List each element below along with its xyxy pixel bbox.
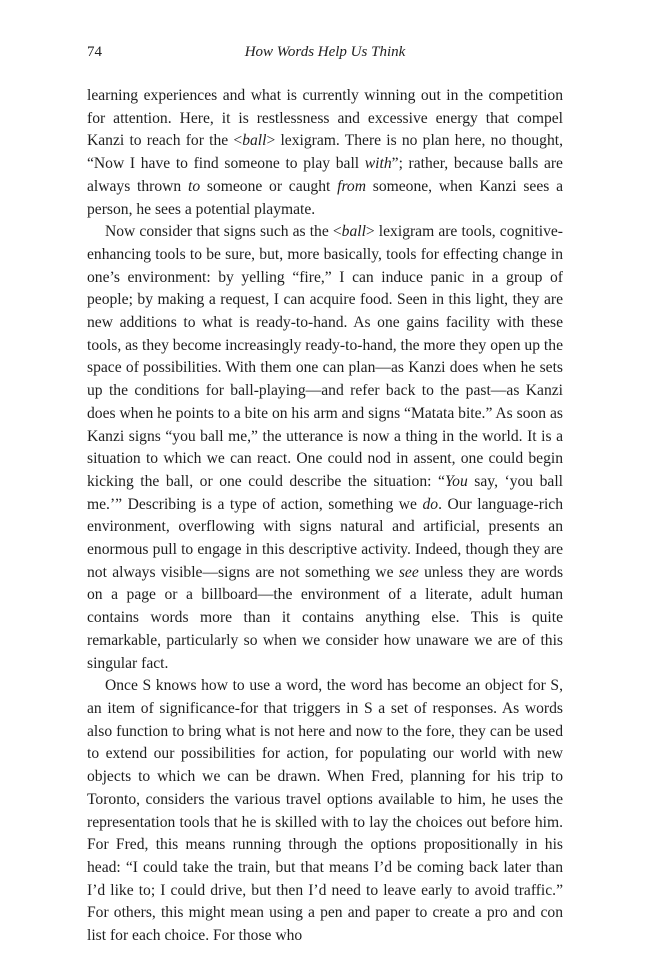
paragraph-3 <box>87 675 563 947</box>
page-number: 74 <box>87 44 102 60</box>
text-run: learning experiences and what is currently winning out in the competition for attention. Here, it is restlessness and excessive energy that compel Kanzi to reach for the < <box>87 87 563 150</box>
running-head <box>87 44 563 66</box>
paragraph-2 <box>87 221 563 675</box>
italic-text-run: see <box>398 563 419 581</box>
text-run: ”; rather, because balls are always thrown <box>87 155 563 195</box>
text-run: > lexigram. There is no plan here, no thought, “Now I have to find someone to play ball <box>87 132 564 173</box>
italic-text-run: You <box>444 472 468 490</box>
text-run: someone, when Kanzi sees a person, he sees a potential playmate. <box>87 177 563 218</box>
text-run: > lexigram are tools, cognitive-enhancing tools to be sure, but, more basically, tools for effecting change in one’s environment: by yelling “fire,” I can induce panic in a group of people; by making a request, I can acquire food. Seen in this light, they are new additions to what is ready-to-hand. As one gains facility with these tools, as they become increasingly ready-to-hand, the more they open up the space of possibilities. With them one can plan—as Kanzi does when he sets up the conditions for ball-playing—and refer back to the past—as Kanzi does when he points to a bite on his arm and signs “Matata bite.” As soon as Kanzi signs “you ball me,” the utterance is now a thing in the world. It is a situation to which we can react. One could nod in assent, one could begin kicking the ball, or one could describe the situation: “ <box>87 223 563 490</box>
text-run: say, ‘you ball me.’” Describing is a type of action, something we <box>87 472 563 513</box>
text-run: . Our language-rich environment, overflowing with signs natural and artificial, presents an enormous pull to engage in this descriptive activity. Indeed, though they are not always visible—signs are not something we <box>87 495 563 581</box>
text-run: Now consider that signs such as the < <box>105 223 342 241</box>
running-title: How Words Help Us Think <box>244 44 406 60</box>
paragraph-1 <box>87 85 563 221</box>
italic-text-run: ball <box>341 223 366 241</box>
italic-text-run: do <box>422 495 439 513</box>
text-run: unless they are words on a page or a billboard—the environment of a literate, adult human contains words more than it contains anything else. This is quite remarkable, particularly so when we consider how unaware we are of this singular fact. <box>87 563 564 672</box>
italic-text-run: ball <box>242 132 267 150</box>
italic-text-run: to <box>187 177 201 195</box>
italic-text-run: with <box>364 155 392 173</box>
text-run: someone or caught <box>200 177 338 195</box>
italic-text-run: from <box>337 177 366 195</box>
body-text <box>87 85 563 948</box>
text-run: Once S knows how to use a word, the word has become an object for S, an item of significance-for that triggers in S a set of responses. As words also function to bring what is not here and now to the fore, they can be used to extend our possibilities for action, for populating our world with new objects to which we can be drawn. When Fred, planning for his trip to Toronto, considers the various travel options available to him, he uses the representation tools that he is skilled with to lay the choices out before him. For Fred, this means running through the options propositionally in his head: “I could take the train, but that means I’d be coming back later than I’d like to; I could drive, but then I’d need to leave early to avoid traffic.” For others, this might mean using a pen and paper to create a pro and con list for each choice. For those who <box>87 677 563 945</box>
